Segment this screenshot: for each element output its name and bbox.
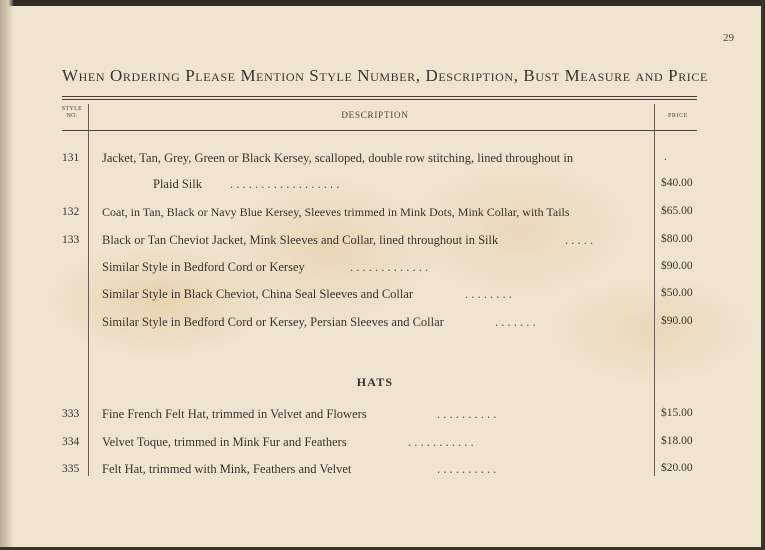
leader-dots: . . . . . . . . . . . . . — [350, 260, 429, 274]
style-no-label-top: STYLE — [61, 106, 83, 112]
list-item — [0, 205, 765, 223]
leader-dots: . . . . . — [565, 233, 594, 247]
list-item — [0, 177, 765, 195]
item-price: $90.00 — [661, 260, 693, 272]
list-item — [0, 260, 765, 278]
style-number: 131 — [62, 152, 80, 164]
header-rule-top — [62, 96, 697, 97]
item-description: Similar Style in Black Cheviot, China Seal Sleeves and Collar — [102, 287, 414, 301]
hats-section-heading: HATS — [356, 375, 394, 389]
item-price: . — [664, 151, 667, 163]
list-item — [0, 435, 765, 453]
page-edge-top — [0, 0, 765, 6]
page-header: When Ordering Please Mention Style Number, Description, Bust Measure and Price — [62, 66, 708, 85]
item-description: Black or Tan Cheviot Jacket, Mink Sleeves and Collar, lined throughout in Silk — [102, 233, 499, 247]
item-description: Coat, in Tan, Black or Navy Blue Kersey, Sleeves trimmed in Mink Dots, Mink Collar, with Tails — [102, 205, 570, 219]
item-description: Fine French Felt Hat, trimmed in Velvet and Flowers — [102, 407, 367, 421]
column-header-rule — [62, 130, 697, 131]
list-item — [0, 151, 765, 169]
header-rule-second — [62, 99, 697, 100]
list-item — [0, 315, 765, 333]
style-number: 335 — [62, 463, 80, 475]
price-column-header: PRICE — [667, 113, 688, 119]
item-price: $20.00 — [661, 462, 693, 474]
item-description: Plaid Silk — [153, 177, 202, 191]
item-price: $15.00 — [661, 407, 693, 419]
list-item — [0, 287, 765, 305]
style-no-label-bottom: NO. — [66, 113, 78, 119]
description-column-header: DESCRIPTION — [341, 110, 409, 120]
item-description: Felt Hat, trimmed with Mink, Feathers and Velvet — [102, 462, 352, 476]
item-price: $18.00 — [661, 435, 693, 447]
item-price: $90.00 — [661, 315, 693, 327]
leader-dots: . . . . . . . . . . — [437, 462, 497, 476]
leader-dots: . . . . . . . . . . . — [408, 435, 474, 449]
style-number: 132 — [62, 206, 80, 218]
leader-dots: . . . . . . . — [495, 315, 536, 329]
item-price: $40.00 — [661, 177, 693, 189]
style-no-column-header — [60, 106, 84, 120]
leader-dots: . . . . . . . . — [465, 287, 512, 301]
list-item — [0, 462, 765, 480]
style-number: 133 — [62, 234, 80, 246]
item-description: Similar Style in Bedford Cord or Kersey — [102, 260, 305, 274]
page-number: 29 — [723, 32, 734, 44]
item-price: $80.00 — [661, 233, 693, 245]
item-description: Velvet Toque, trimmed in Mink Fur and Feathers — [102, 435, 347, 449]
item-description: Similar Style in Bedford Cord or Kersey, Persian Sleeves and Collar — [102, 315, 444, 329]
list-item — [0, 233, 765, 251]
style-number: 334 — [62, 436, 80, 448]
item-price: $65.00 — [661, 205, 693, 217]
leader-dots: . . . . . . . . . . — [437, 407, 497, 421]
leader-dots: . . . . . . . . . . . . . . . . . . — [230, 177, 340, 191]
list-item — [0, 407, 765, 425]
style-number: 333 — [62, 408, 80, 420]
item-price: $50.00 — [661, 287, 693, 299]
item-description: Jacket, Tan, Grey, Green or Black Kersey, scalloped, double row stitching, lined throughout in — [102, 151, 574, 165]
